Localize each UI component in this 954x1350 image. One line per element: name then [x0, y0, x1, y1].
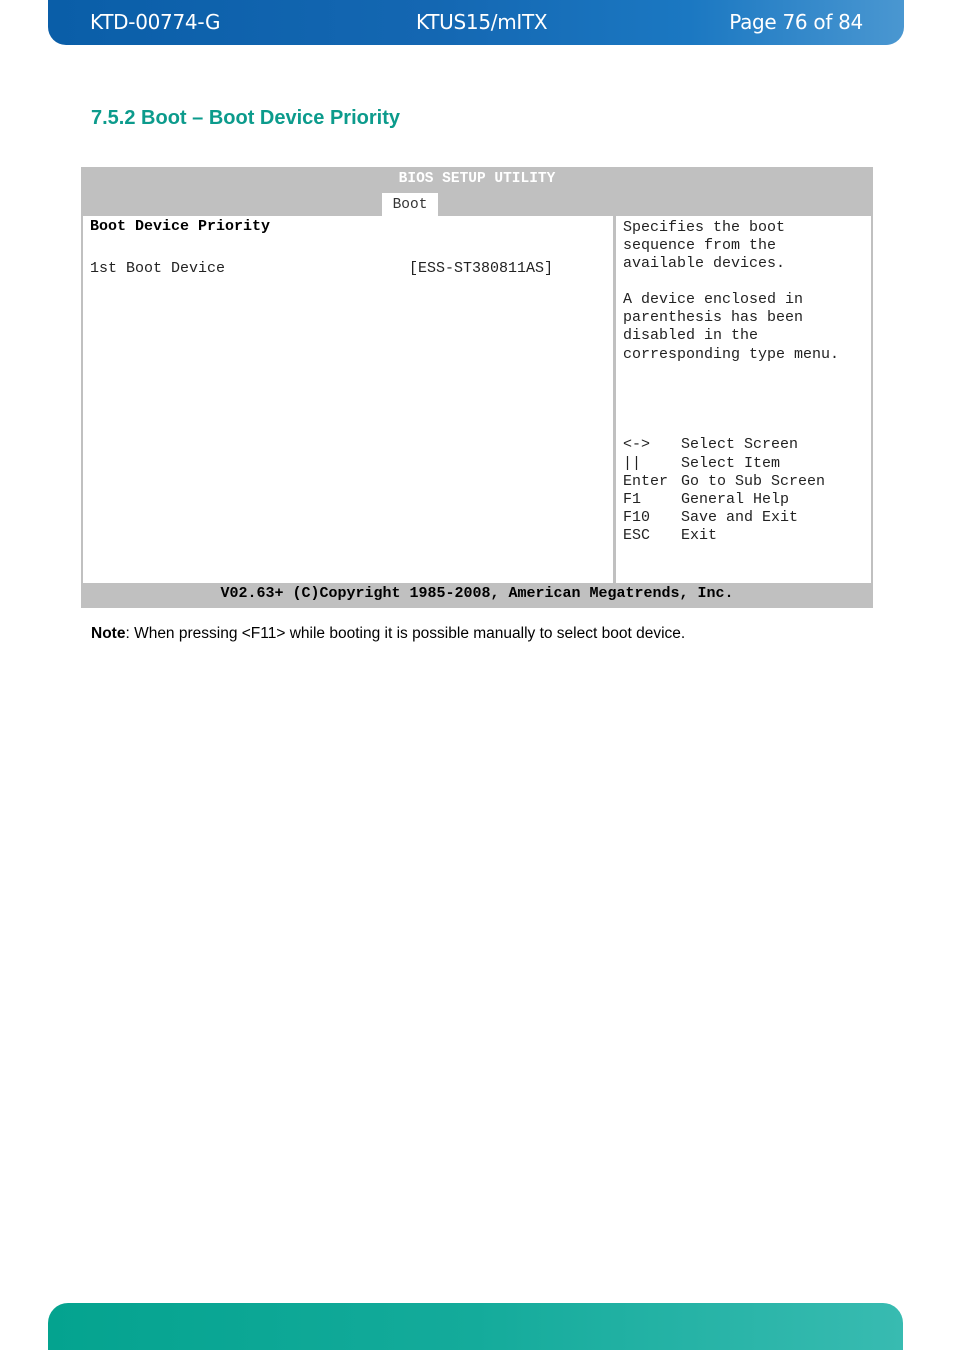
key-action: General Help [681, 491, 790, 508]
note-paragraph [91, 625, 685, 643]
boot-device-value[interactable]: [ESS-ST380811AS] [409, 260, 554, 277]
note-label: Note [91, 625, 126, 642]
bios-settings-panel [83, 216, 613, 583]
section-title: 7.5.2 Boot – Boot Device Priority [91, 107, 400, 129]
product-name: KTUS15/mITX [416, 10, 548, 34]
key-action: Exit [681, 527, 718, 544]
help-line: available devices. [623, 255, 786, 272]
bios-copyright: V02.63+ (C)Copyright 1985-2008, American Megatrends, Inc. [220, 585, 734, 602]
page-number: Page 76 of 84 [729, 10, 863, 34]
bios-help-panel [616, 216, 871, 583]
panel-heading: Boot Device Priority [90, 218, 271, 235]
bios-screenshot [81, 167, 873, 608]
key-name: F1 [623, 491, 642, 508]
key-name: Enter [623, 473, 669, 490]
help-line: disabled in the [623, 327, 759, 344]
page-footer-band [48, 1303, 903, 1350]
key-action: Save and Exit [681, 509, 799, 526]
note-text: : When pressing <F11> while booting it is possible manually to select boot device. [125, 625, 686, 642]
page-header [48, 0, 904, 45]
help-line: corresponding type menu. [623, 346, 840, 363]
key-name: <-> [623, 436, 651, 453]
bios-title: BIOS SETUP UTILITY [398, 171, 556, 187]
help-line: Specifies the boot [623, 219, 786, 236]
key-action: Go to Sub Screen [681, 473, 826, 490]
help-line: parenthesis has been [623, 309, 804, 326]
key-action: Select Item [681, 455, 781, 472]
boot-device-label[interactable]: 1st Boot Device [90, 260, 226, 277]
help-line: A device enclosed in [623, 291, 804, 308]
key-name: F10 [623, 509, 651, 526]
key-name: || [623, 455, 642, 472]
doc-id: KTD-00774-G [90, 10, 221, 34]
key-action: Select Screen [681, 436, 799, 453]
tab-boot[interactable]: Boot [382, 193, 438, 216]
help-line: sequence from the [623, 237, 777, 254]
key-name: ESC [623, 527, 651, 544]
